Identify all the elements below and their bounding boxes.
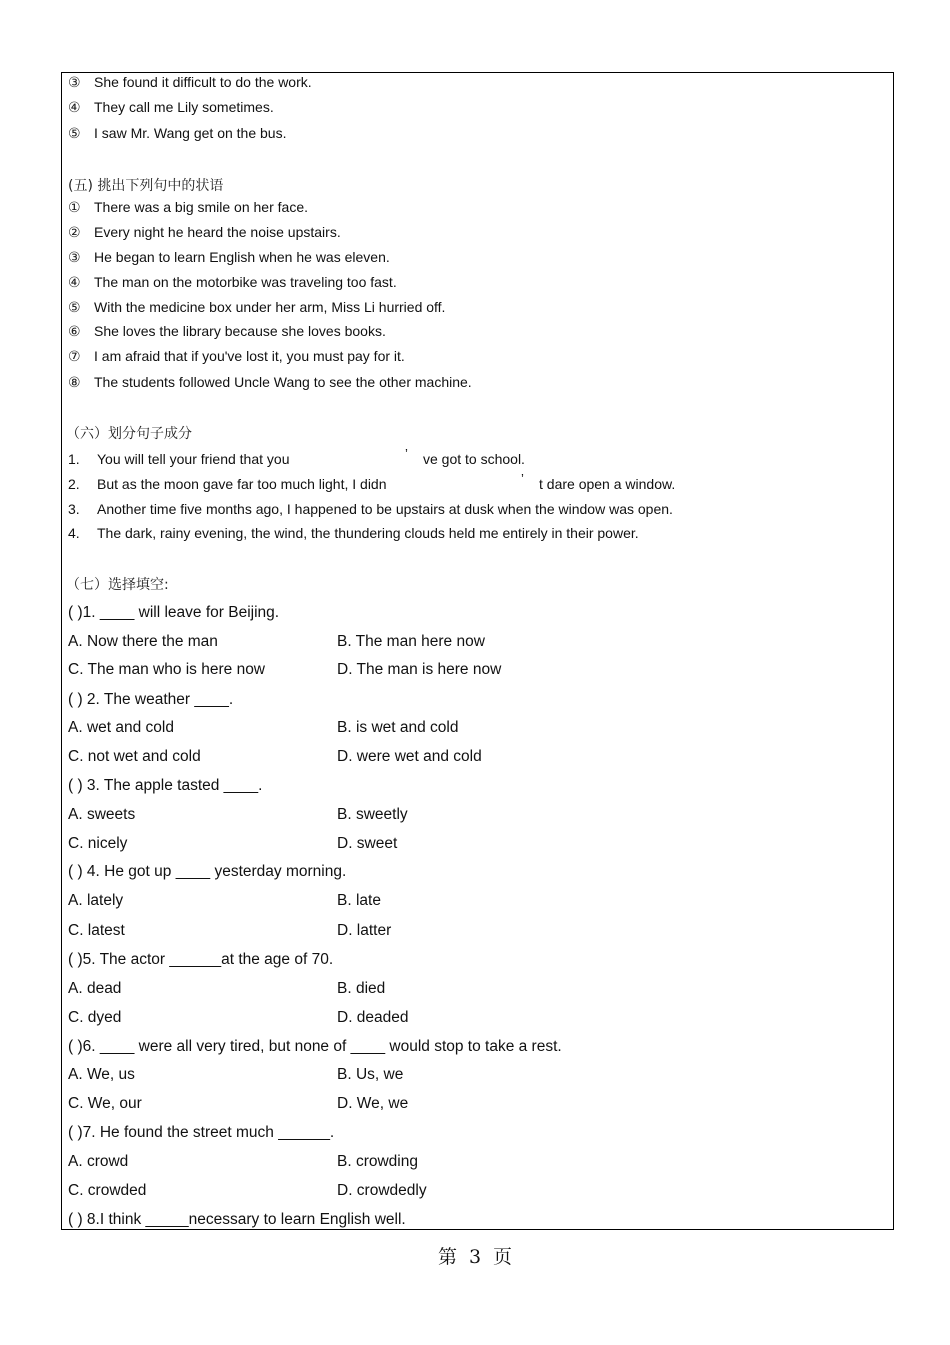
list-item [68, 374, 472, 391]
item-text: The dark, rainy evening, the wind, the thundering clouds held me entirely in their power. [97, 525, 639, 541]
item-number: ③ [68, 75, 81, 91]
item-text: I saw Mr. Wang get on the bus. [94, 125, 287, 141]
list-item [68, 199, 308, 216]
page-number-footer [0, 1242, 950, 1269]
item-text: There was a big smile on her face. [94, 199, 308, 215]
option-b: B. is wet and cold [337, 719, 459, 736]
option-c: C. We, our [68, 1095, 142, 1112]
option-d: D. latter [337, 922, 392, 939]
apostrophe: ’ [405, 446, 408, 461]
footer-suffix: 页 [493, 1246, 513, 1268]
option-c: C. crowded [68, 1182, 147, 1199]
option-d: D. deaded [337, 1009, 409, 1026]
option-b: B. Us, we [337, 1066, 404, 1083]
question: ( ) 2. The weather ____. [68, 691, 234, 708]
option-a: A. crowd [68, 1153, 129, 1170]
item-text: With the medicine box under her arm, Miss Li hurried off. [94, 299, 446, 315]
item-number: ④ [68, 275, 81, 291]
item-text: I am afraid that if you've lost it, you must pay for it. [94, 348, 405, 364]
item-text: He began to learn English when he was eleven. [94, 249, 390, 265]
item-text: Every night he heard the noise upstairs. [94, 224, 341, 240]
option-c: C. The man who is here now [68, 661, 266, 678]
question: ( ) 4. He got up ____ yesterday morning. [68, 863, 347, 880]
list-item [68, 99, 274, 116]
list-item [68, 249, 390, 266]
page-frame [61, 72, 894, 1230]
list-item [68, 348, 405, 365]
question: ( )7. He found the street much ______. [68, 1124, 335, 1141]
section-7-heading: （七）选择填空: [66, 577, 169, 593]
option-d: D. We, we [337, 1095, 409, 1112]
option-c: C. nicely [68, 835, 128, 852]
option-b: B. The man here now [337, 633, 485, 650]
option-d: D. The man is here now [337, 661, 502, 678]
item-text: The students followed Uncle Wang to see the other machine. [94, 374, 472, 390]
list-item [68, 74, 312, 91]
item-number: ① [68, 200, 81, 216]
item-number: ⑦ [68, 349, 81, 365]
option-d: D. sweet [337, 835, 398, 852]
item-number: 1. [68, 451, 80, 467]
option-a: A. wet and cold [68, 719, 174, 736]
option-b: B. sweetly [337, 806, 408, 823]
option-d: D. crowdedly [337, 1182, 427, 1199]
item-text: She found it difficult to do the work. [94, 74, 312, 90]
option-a: A. We, us [68, 1066, 135, 1083]
option-a: A. lately [68, 892, 124, 909]
page-number: 3 [468, 1246, 482, 1268]
item-number: ⑥ [68, 324, 81, 340]
item-number: ② [68, 225, 81, 241]
list-item [68, 274, 397, 291]
item-text: She loves the library because she loves books. [94, 323, 386, 339]
item-number: ⑤ [68, 126, 81, 142]
item-text: They call me Lily sometimes. [94, 99, 274, 115]
option-a: A. sweets [68, 806, 136, 823]
option-a: A. dead [68, 980, 122, 997]
option-b: B. crowding [337, 1153, 418, 1170]
question: ( ) 8.I think _____necessary to learn English well. [68, 1211, 406, 1228]
item-number: 3. [68, 501, 80, 517]
question: ( )6. ____ were all very tired, but none of ____ would stop to take a rest. [68, 1038, 562, 1055]
option-a: A. Now there the man [68, 633, 218, 650]
list-item [68, 125, 286, 142]
item-text: Another time five months ago, I happened to be upstairs at dusk when the window was open. [97, 501, 673, 517]
item-number: ④ [68, 100, 81, 116]
question: ( ) 3. The apple tasted ____. [68, 777, 263, 794]
section-5-heading: (五) 挑出下列句中的状语 [68, 178, 224, 194]
option-d: D. were wet and cold [337, 748, 482, 765]
option-c: C. dyed [68, 1009, 122, 1026]
footer-prefix: 第 [437, 1246, 457, 1268]
option-b: B. late [337, 892, 381, 909]
list-item [68, 323, 386, 340]
item-text: The man on the motorbike was traveling too fast. [94, 274, 397, 290]
item-number: ⑧ [68, 375, 81, 391]
item-text: t dare open a window. [539, 476, 676, 492]
item-text: But as the moon gave far too much light, I didn [97, 476, 387, 492]
item-text: ve got to school. [423, 451, 525, 467]
question: ( )5. The actor ______at the age of 70. [68, 951, 334, 968]
apostrophe: ’ [521, 471, 524, 486]
option-b: B. died [337, 980, 386, 997]
list-item [68, 224, 341, 241]
item-text: You will tell your friend that you [97, 451, 290, 467]
item-number: 2. [68, 476, 80, 492]
section-6-heading: （六）划分句子成分 [66, 426, 192, 442]
item-number: 4. [68, 525, 80, 541]
option-c: C. not wet and cold [68, 748, 201, 765]
item-number: ③ [68, 250, 81, 266]
option-c: C. latest [68, 922, 125, 939]
item-number: ⑤ [68, 300, 81, 316]
question: ( )1. ____ will leave for Beijing. [68, 604, 280, 621]
list-item [68, 299, 445, 316]
